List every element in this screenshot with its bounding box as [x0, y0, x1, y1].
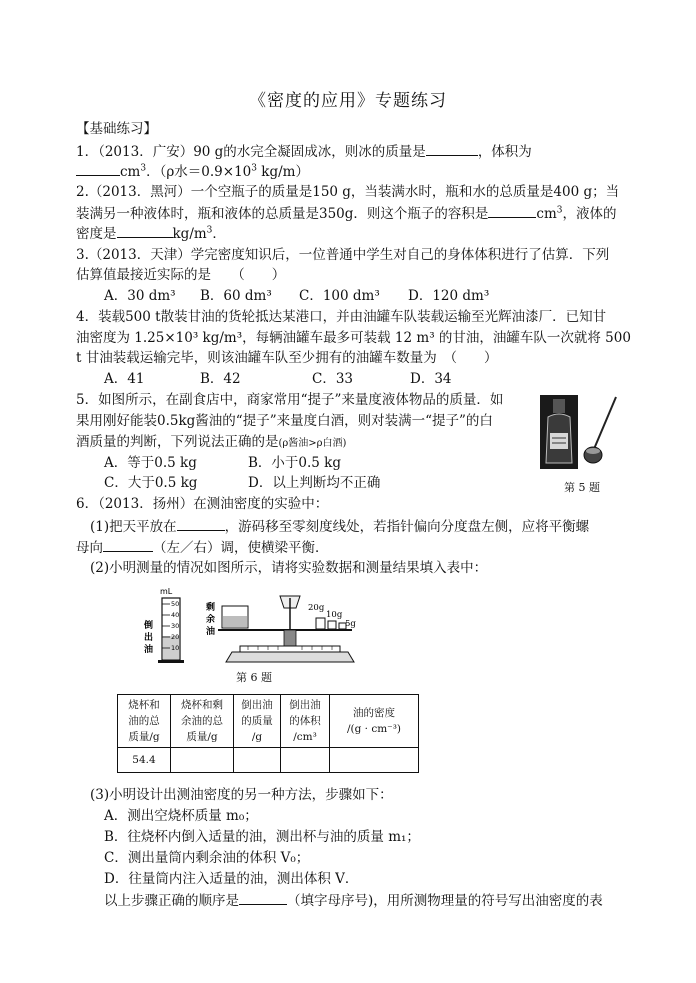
question-2-line-1: 2.（2013．黑河）一个空瓶子的质量是150 g，当装满水时，瓶和水的总质量是400 g；当	[76, 184, 620, 200]
section-heading: 【基础练习】	[76, 121, 157, 137]
question-1-line-1: 1．（2013．广安）90 g的水完全凝固成冰，则冰的质量是 ，体积为	[76, 141, 532, 162]
tick-label: 10	[171, 644, 180, 652]
answer-blank[interactable]	[117, 223, 173, 238]
table-cell[interactable]	[171, 748, 234, 773]
option-d: D．以上判断均不正确	[248, 475, 381, 491]
table-header-cell: 倒出油 的体积 /cm³	[281, 695, 330, 748]
weight-label-20g: 20g	[308, 603, 325, 613]
option-b: B．60 dm³	[200, 288, 272, 304]
option-a: A．等于0.5 kg	[104, 455, 197, 471]
option-c: C．100 dm³	[299, 288, 380, 304]
tick-label: 30	[171, 622, 180, 630]
question-5-line-1: 5．如图所示，在副食店中，商家常用“提子”来量度液体物品的质量．如	[76, 392, 504, 408]
answer-blank[interactable]	[103, 537, 153, 552]
question-6-part-1-line-1: (1)把天平放在 ，游码移至零刻度线处，若指针偏向分度盘左侧，应将平衡螺	[90, 516, 589, 537]
answer-blank[interactable]	[239, 890, 287, 905]
question-6-part-1-line-2: 母向 （左／右）调，使横梁平衡．	[76, 537, 329, 558]
question-2-line-2: 装满另一种液体时，瓶和液体的总质量是350g．则这个瓶子的容积是 $cm^3$，液体的	[76, 203, 617, 224]
table-header-row	[118, 695, 419, 748]
question-4-line-1: 4．装载500 t散装甘油的货轮抵达某港口，并由油罐车队装载运输至光辉油漆厂．已知甘	[76, 309, 607, 325]
remaining-oil-label: 剩	[206, 603, 216, 613]
figure-5-caption: 第 5 题	[564, 481, 600, 494]
answer-blank[interactable]	[488, 203, 536, 218]
question-6-part-2: (2)小明测量的情况如图所示，请将实验数据和测量结果填入表中：	[90, 560, 488, 576]
table-header-cell: 烧杯和剩 余油的总 质量/g	[171, 695, 234, 748]
poured-oil-label: 出	[144, 633, 154, 643]
table-cell[interactable]	[234, 748, 281, 773]
option-c: C．大于0.5 kg	[104, 475, 198, 491]
question-1-line-2: $cm^3$．（ρ水$=0.9\times 10^3$ kg/m）	[76, 161, 309, 182]
question-5-line-2: 果用刚好能装0.5kg酱油的“提子”来量度白酒，则对装满一“提子”的白	[76, 413, 493, 429]
figure-5-illustration	[538, 393, 620, 473]
step-d: D．往量筒内注入适量的油，测出体积 V．	[104, 871, 359, 887]
option-d: D．120 dm³	[408, 288, 490, 304]
answer-blank[interactable]	[76, 161, 120, 176]
question-3-line-1: 3.（2013．天津）学完密度知识后，一位普通中学生对自己的身体体积进行了估算．下列	[76, 247, 610, 263]
tick-label: 20	[171, 633, 180, 641]
option-a: A．30 dm³	[104, 288, 176, 304]
answer-blank[interactable]	[177, 516, 225, 531]
tick-label: 50	[171, 600, 180, 608]
table-header-cell: 倒出油 的质量 /g	[234, 695, 281, 748]
figure-6-caption: 第 6 题	[236, 671, 272, 684]
table-header-cell: 油的密度 /(g · cm⁻³)	[330, 695, 419, 748]
page-title: 《密度的应用》专题练习	[249, 91, 447, 111]
question-6-last-line: 以上步骤正确的顺序是 （填字母序号)，用所测物理量的符号写出油密度的表	[104, 890, 603, 911]
question-6-part-3: (3)小明设计出测油密度的另一种方法，步骤如下：	[90, 787, 393, 803]
question-4-line-2: 油密度为 1.25×10³ kg/m³，每辆油罐车最多可装载 12 m³ 的甘油，油罐车队一次就将 500	[76, 330, 631, 346]
poured-oil-label: 倒	[144, 621, 154, 631]
weight-label-5g: 5g	[345, 619, 356, 629]
option-a: A．41	[104, 371, 145, 387]
step-a: A．测出空烧杯质量 m₀；	[104, 808, 258, 824]
question-3-line-2: 估算值最接近实际的是 （ ）	[76, 267, 286, 283]
table-cell: 54.4	[118, 748, 171, 773]
option-b: B．小于0.5 kg	[248, 455, 342, 471]
option-b: B．42	[200, 371, 241, 387]
table-cell[interactable]	[330, 748, 419, 773]
figure-6-illustration	[140, 584, 370, 666]
question-5-line-3: 酒质量的判断，下列说法正确的是(ρ酱油>ρ白酒)	[76, 434, 347, 450]
table-header-cell: 烧杯和 油的总 质量/g	[118, 695, 171, 748]
weight-label-10g: 10g	[326, 610, 343, 620]
cylinder-unit-label: mL	[160, 587, 173, 596]
poured-oil-label: 油	[144, 645, 154, 655]
remaining-oil-label: 余	[206, 615, 216, 625]
table-row	[118, 748, 419, 773]
question-6-line-1: 6．（2013．扬州）在测油密度的实验中：	[76, 496, 329, 512]
question-4-line-3: t 甘油装载运输完毕，则该油罐车队至少拥有的油罐车数量为 （ ）	[76, 350, 498, 366]
option-d: D．34	[410, 371, 452, 387]
tick-label: 40	[171, 611, 180, 619]
question-2-line-3: 密度是 $kg/m^3$．	[76, 223, 226, 244]
step-b: B．往烧杯内倒入适量的油，测出杯与油的质量 m₁；	[104, 829, 420, 845]
remaining-oil-label: 油	[206, 627, 216, 637]
measurement-table	[117, 694, 419, 773]
answer-blank[interactable]	[426, 141, 478, 156]
table-cell[interactable]	[281, 748, 330, 773]
step-c: C．测出量筒内剩余油的体积 V₀；	[104, 850, 310, 866]
option-c: C．33	[312, 371, 354, 387]
